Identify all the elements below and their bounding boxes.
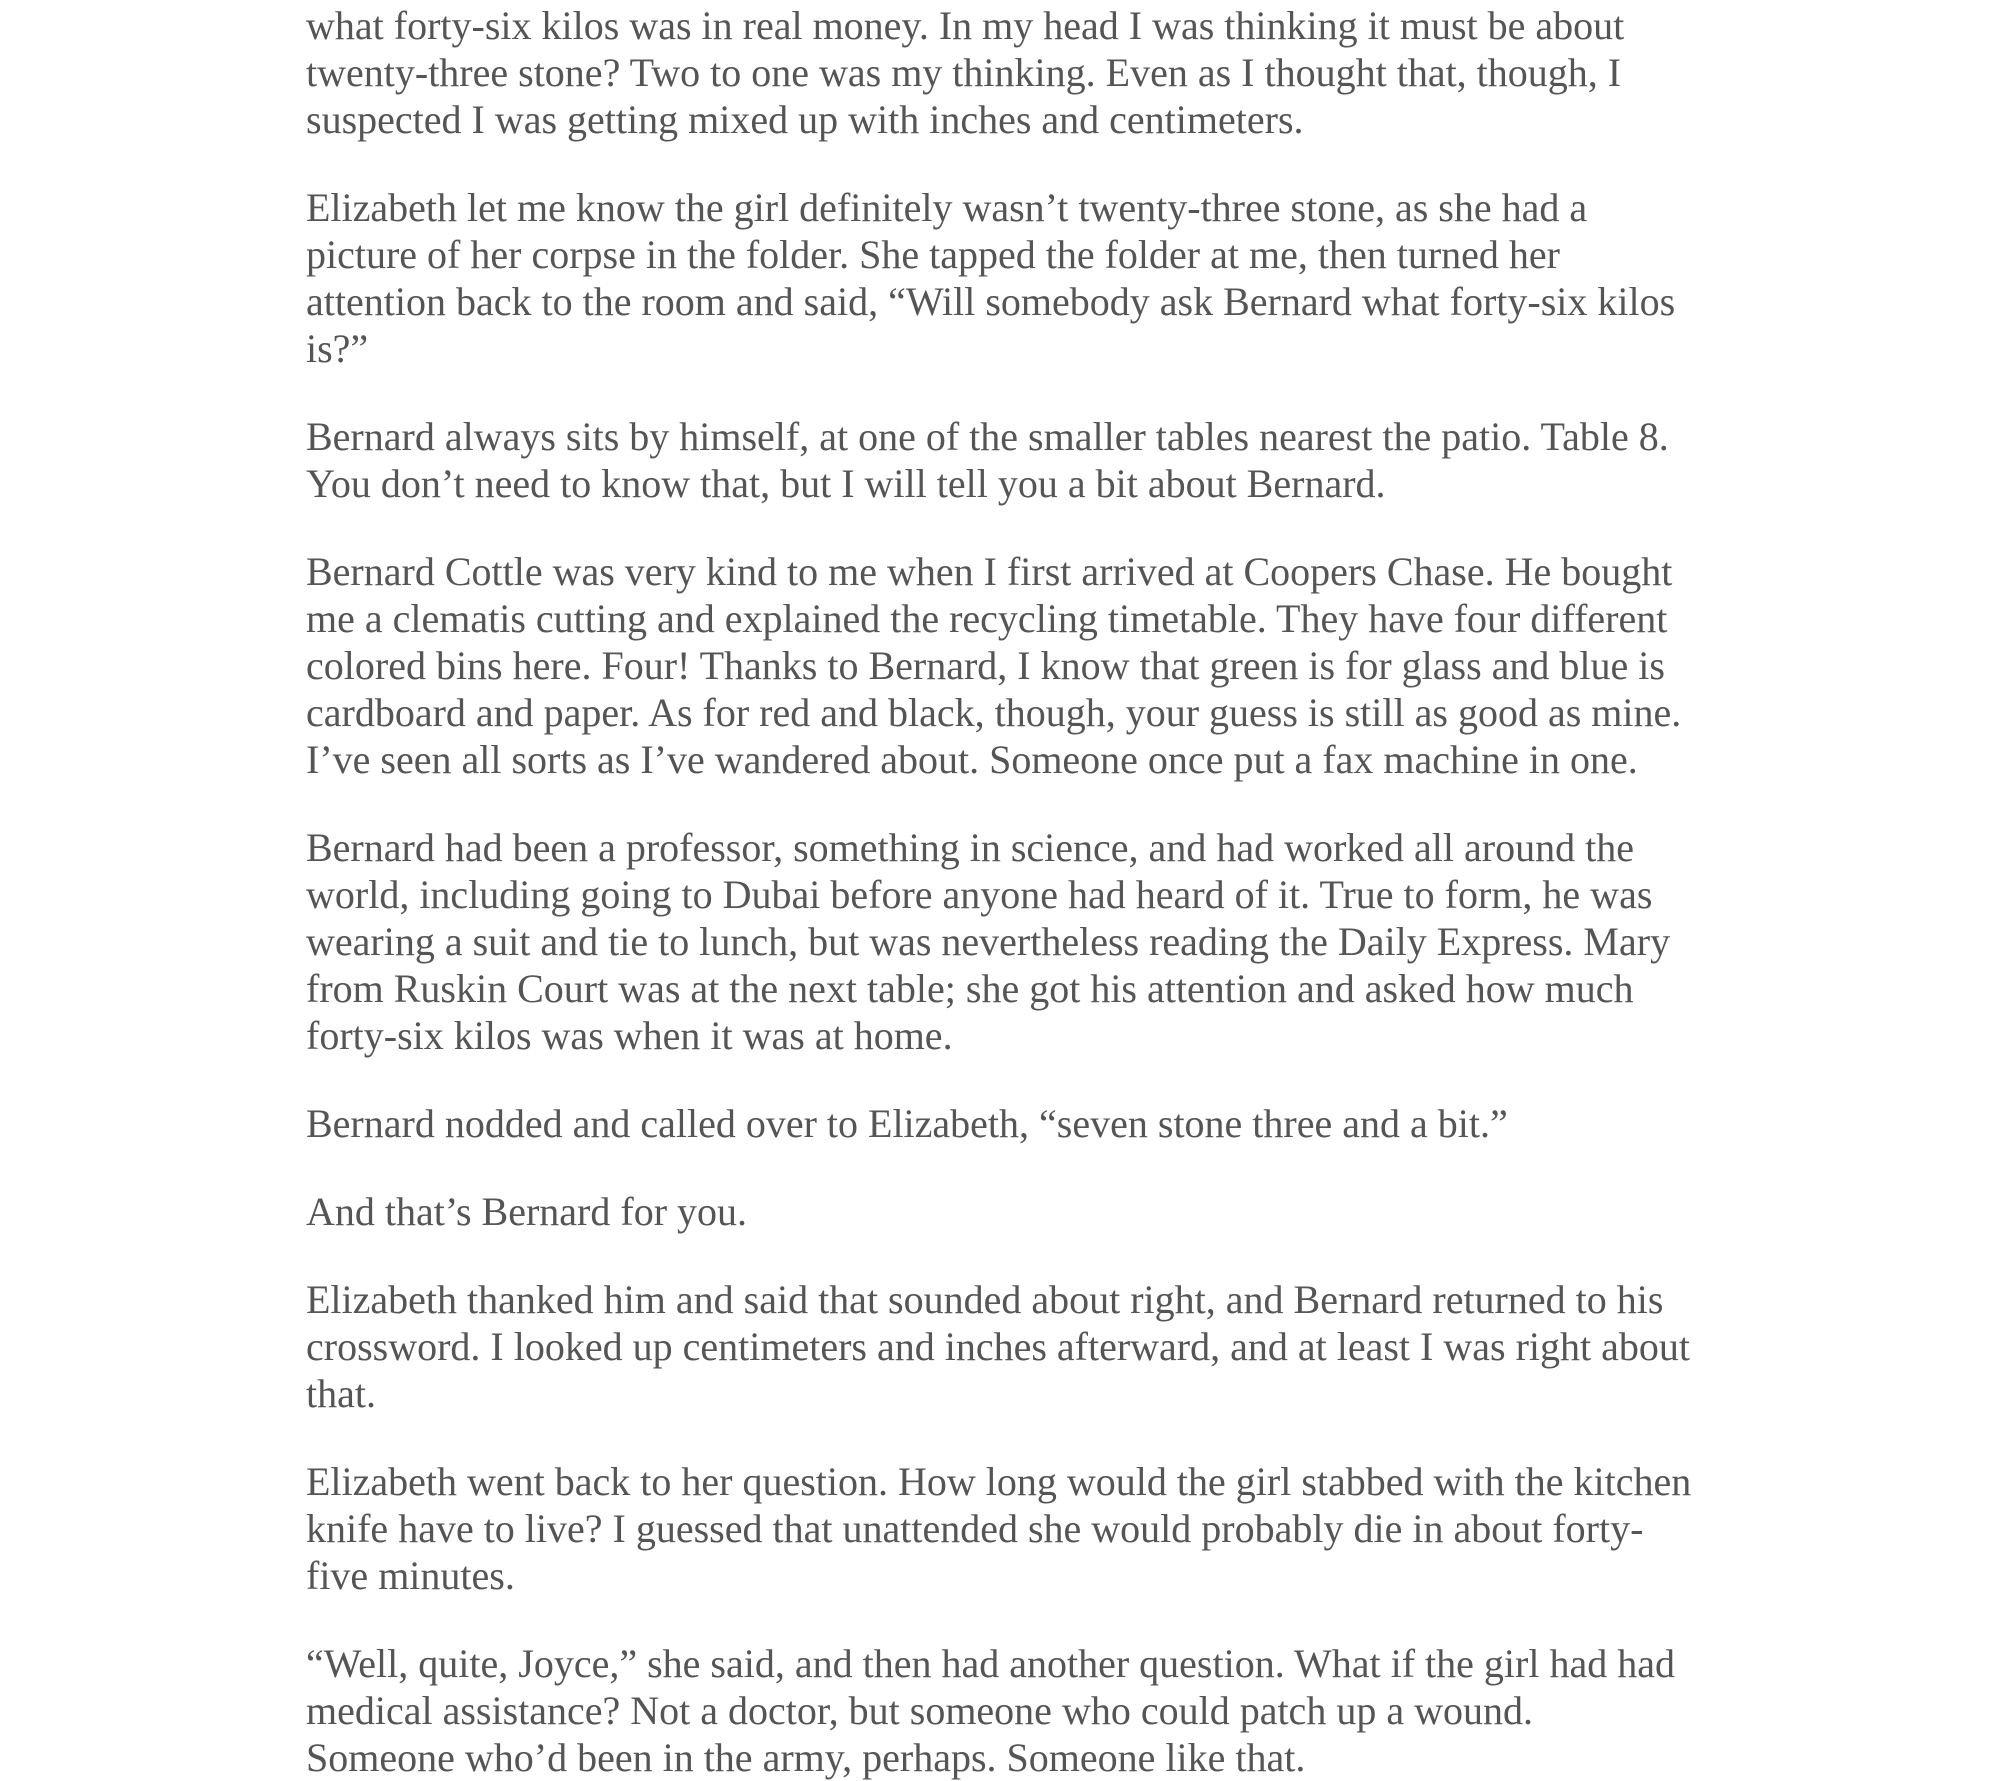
text-line: Bernard always sits by himself, at one of the smaller tables nearest the patio. Table 8.: [306, 414, 1669, 459]
text-line: what forty-six kilos was in real money. In my head I was thinking it must be about: [306, 3, 1625, 48]
text-line: Elizabeth went back to her question. How long would the girl stabbed with the kitchen: [306, 1459, 1692, 1504]
text-line: wearing a suit and tie to lunch, but was nevertheless reading the Daily Express. Mary: [306, 919, 1671, 964]
paragraph-2: [306, 184, 1726, 372]
text-line: world, including going to Dubai before anyone had heard of it. True to form, he was: [306, 872, 1653, 917]
text-line: attention back to the room and said, “Will somebody ask Bernard what forty-six kilos: [306, 279, 1676, 324]
text-line: Bernard had been a professor, something in science, and had worked all around the: [306, 825, 1634, 870]
text-line: five minutes.: [306, 1553, 515, 1598]
text-line: that.: [306, 1371, 376, 1416]
text-line: crossword. I looked up centimeters and inches afterward, and at least I was right about: [306, 1324, 1690, 1369]
text-line: is?”: [306, 326, 369, 371]
paragraph-5: [306, 824, 1726, 1059]
text-line: Elizabeth let me know the girl definitely wasn’t twenty-three stone, as she had a: [306, 185, 1588, 230]
text-line: me a clematis cutting and explained the recycling timetable. They have four different: [306, 596, 1668, 641]
text-line: cardboard and paper. As for red and black, though, your guess is still as good as mine.: [306, 690, 1682, 735]
text-line: Someone who’d been in the army, perhaps. Someone like that.: [306, 1735, 1306, 1780]
text-line: Bernard nodded and called over to Elizabeth, “seven stone three and a bit.”: [306, 1101, 1508, 1146]
paragraph-9: [306, 1458, 1726, 1599]
paragraph-1: [306, 2, 1726, 143]
text-line: “Well, quite, Joyce,” she said, and then had another question. What if the girl had had: [306, 1641, 1675, 1686]
text-line: Elizabeth thanked him and said that sounded about right, and Bernard returned to his: [306, 1277, 1664, 1322]
text-line: colored bins here. Four! Thanks to Bernard, I know that green is for glass and blue is: [306, 643, 1665, 688]
paragraph-4: [306, 548, 1726, 783]
text-line: suspected I was getting mixed up with inches and centimeters.: [306, 97, 1304, 142]
text-line: You don’t need to know that, but I will tell you a bit about Bernard.: [306, 461, 1386, 506]
text-line: from Ruskin Court was at the next table; she got his attention and asked how much: [306, 966, 1634, 1011]
paragraph-7: [306, 1188, 1726, 1235]
paragraph-10: [306, 1640, 1726, 1781]
text-line: And that’s Bernard for you.: [306, 1189, 748, 1234]
document-page: [306, 2, 1726, 1781]
text-line: forty-six kilos was when it was at home.: [306, 1013, 953, 1058]
text-line: picture of her corpse in the folder. She tapped the folder at me, then turned her: [306, 232, 1560, 277]
text-line: knife have to live? I guessed that unattended she would probably die in about forty-: [306, 1506, 1644, 1551]
paragraph-6: [306, 1100, 1726, 1147]
paragraph-3: [306, 413, 1726, 507]
text-line: twenty-three stone? Two to one was my thinking. Even as I thought that, though, I: [306, 50, 1622, 95]
text-line: Bernard Cottle was very kind to me when I first arrived at Coopers Chase. He bought: [306, 549, 1673, 594]
text-line: medical assistance? Not a doctor, but someone who could patch up a wound.: [306, 1688, 1533, 1733]
paragraph-8: [306, 1276, 1726, 1417]
text-line: I’ve seen all sorts as I’ve wandered about. Someone once put a fax machine in one.: [306, 737, 1638, 782]
